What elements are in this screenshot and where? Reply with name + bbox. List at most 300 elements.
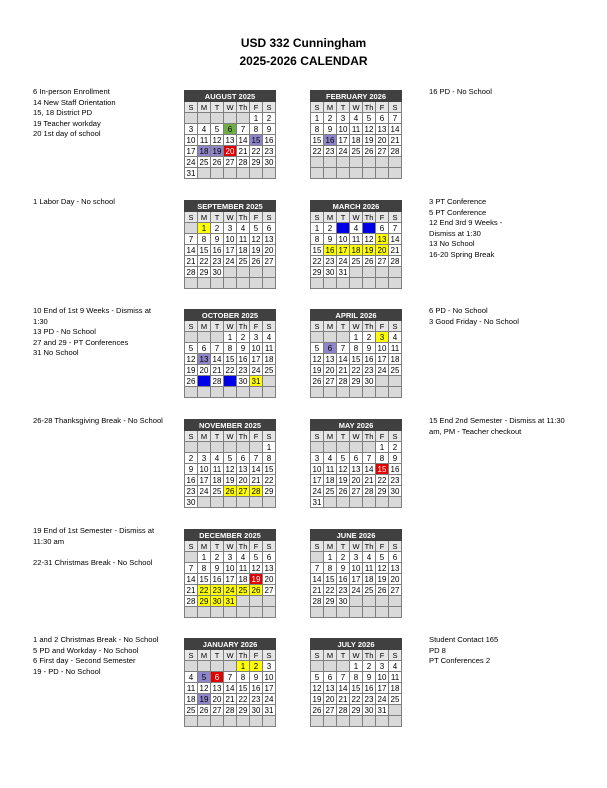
day-cell: 26 (363, 256, 376, 267)
day-cell: 11 (237, 234, 250, 245)
weekday-label: F (250, 321, 263, 332)
day-cell: 18 (324, 475, 337, 486)
weekday-label: S (389, 102, 402, 113)
empty-day-cell (198, 716, 211, 727)
weekday-label: W (224, 650, 237, 661)
day-cell: 2 (363, 332, 376, 343)
weekday-label: T (337, 321, 350, 332)
empty-day-cell (376, 278, 389, 289)
empty-day-cell (350, 387, 363, 398)
note-november: 26-28 Thanksgiving Break - No School (33, 416, 163, 425)
day-cell: 17 (337, 245, 350, 256)
day-cell: 19 (363, 135, 376, 146)
empty-day-cell (311, 661, 324, 672)
day-cell: 7 (237, 124, 250, 135)
day-cell: 27 (324, 705, 337, 716)
day-cell: 7 (185, 563, 198, 574)
day-cell: 26 (211, 157, 224, 168)
empty-day-cell (237, 497, 250, 508)
day-cell: 12 (224, 464, 237, 475)
month-title: JULY 2026 (311, 639, 402, 650)
day-cell: 23 (211, 256, 224, 267)
empty-day-cell (263, 497, 276, 508)
day-cell: 28 (237, 157, 250, 168)
weekday-label: M (324, 541, 337, 552)
day-cell: 20 (376, 245, 389, 256)
note-totals: Student Contact 165 PD 8 PT Conferences 2 (429, 635, 499, 666)
day-cell: 23 (324, 146, 337, 157)
empty-day-cell (263, 168, 276, 179)
empty-day-cell (363, 157, 376, 168)
weekday-label: Th (363, 321, 376, 332)
empty-day-cell (198, 113, 211, 124)
empty-day-cell (224, 168, 237, 179)
weekday-label: Th (237, 321, 250, 332)
day-cell: 25 (198, 157, 211, 168)
day-cell: 13 (350, 464, 363, 475)
day-cell: 11 (350, 234, 363, 245)
calendar-march-2026 (310, 200, 402, 289)
day-cell: 27 (237, 486, 250, 497)
empty-day-cell (237, 607, 250, 618)
day-cell: 31 (185, 168, 198, 179)
day-cell: 31 (376, 705, 389, 716)
weekday-label: S (263, 431, 276, 442)
day-cell: 26 (198, 705, 211, 716)
calendar-february-2026 (310, 90, 402, 179)
day-cell: 30 (237, 376, 250, 387)
day-cell: 4 (389, 661, 402, 672)
day-cell: 25 (363, 585, 376, 596)
day-cell: 20 (350, 475, 363, 486)
day-cell: 10 (224, 234, 237, 245)
empty-day-cell (224, 661, 237, 672)
day-cell: 18 (389, 354, 402, 365)
empty-day-cell (250, 442, 263, 453)
day-cell: 30 (389, 486, 402, 497)
empty-day-cell (350, 716, 363, 727)
day-cell: 21 (363, 475, 376, 486)
weekday-label: Th (237, 650, 250, 661)
day-cell: 6 (237, 453, 250, 464)
empty-day-cell (198, 442, 211, 453)
empty-day-cell (224, 387, 237, 398)
empty-day-cell (337, 716, 350, 727)
day-cell: 3 (337, 113, 350, 124)
day-cell: 5 (250, 552, 263, 563)
day-cell: 2 (389, 442, 402, 453)
day-cell: 28 (337, 705, 350, 716)
weekday-label: T (211, 431, 224, 442)
day-cell: 18 (389, 683, 402, 694)
day-cell: 8 (311, 234, 324, 245)
day-cell: 5 (250, 223, 263, 234)
empty-day-cell (198, 661, 211, 672)
day-cell: 16 (363, 683, 376, 694)
day-cell: 13 (263, 234, 276, 245)
day-cell: 29 (311, 267, 324, 278)
day-cell: 12 (311, 354, 324, 365)
day-cell: 2 (337, 552, 350, 563)
empty-day-cell (350, 157, 363, 168)
day-cell: 22 (250, 146, 263, 157)
day-cell: 2 (211, 552, 224, 563)
day-cell: 3 (350, 552, 363, 563)
day-cell: 6 (211, 672, 224, 683)
calendar-september-2025 (184, 200, 276, 289)
empty-day-cell (363, 716, 376, 727)
weekday-label: W (224, 541, 237, 552)
day-cell: 28 (185, 267, 198, 278)
day-cell: 25 (324, 486, 337, 497)
day-cell: 6 (389, 552, 402, 563)
day-cell: 5 (185, 343, 198, 354)
day-cell: 19 (363, 245, 376, 256)
empty-day-cell (185, 113, 198, 124)
day-cell: 21 (389, 245, 402, 256)
day-cell: 2 (363, 661, 376, 672)
day-cell: 21 (211, 365, 224, 376)
weekday-label: W (350, 212, 363, 223)
day-cell: 1 (376, 442, 389, 453)
day-cell: 31 (263, 705, 276, 716)
day-cell: 30 (263, 157, 276, 168)
day-cell: 23 (263, 146, 276, 157)
day-cell: 13 (224, 135, 237, 146)
empty-day-cell (376, 267, 389, 278)
day-cell: 21 (237, 146, 250, 157)
empty-day-cell (376, 168, 389, 179)
day-cell: 4 (363, 552, 376, 563)
day-cell: 3 (224, 223, 237, 234)
day-cell: 7 (363, 453, 376, 464)
empty-day-cell (350, 596, 363, 607)
day-cell: 23 (363, 694, 376, 705)
weekday-label: T (211, 212, 224, 223)
weekday-label: Th (237, 431, 250, 442)
empty-day-cell (389, 596, 402, 607)
day-cell: 6 (350, 453, 363, 464)
weekday-label: S (389, 650, 402, 661)
day-cell: 9 (185, 464, 198, 475)
day-cell: 4 (389, 332, 402, 343)
day-cell: 21 (311, 585, 324, 596)
day-cell: 16 (237, 354, 250, 365)
empty-day-cell (337, 497, 350, 508)
calendar-may-2026 (310, 419, 402, 508)
day-cell: 10 (350, 563, 363, 574)
calendar-october-2025 (184, 309, 276, 398)
weekday-label: Th (237, 541, 250, 552)
empty-day-cell (324, 442, 337, 453)
empty-day-cell (376, 596, 389, 607)
empty-day-cell (211, 387, 224, 398)
empty-day-cell (250, 278, 263, 289)
empty-day-cell (363, 168, 376, 179)
day-cell: 17 (250, 354, 263, 365)
note-december: 19 End of 1st Semester - Dismiss at 11:30 am 22-31 Christmas Break - No School (33, 526, 155, 567)
weekday-label: W (350, 102, 363, 113)
day-cell: 14 (237, 135, 250, 146)
day-cell: 12 (337, 464, 350, 475)
day-cell: 28 (185, 596, 198, 607)
day-cell: 12 (363, 124, 376, 135)
empty-day-cell (350, 168, 363, 179)
day-cell: 25 (389, 365, 402, 376)
empty-day-cell (337, 157, 350, 168)
day-cell: 16 (263, 135, 276, 146)
day-cell: 8 (198, 234, 211, 245)
empty-day-cell (324, 716, 337, 727)
empty-day-cell (389, 278, 402, 289)
day-cell: 25 (211, 486, 224, 497)
day-cell: 5 (363, 223, 376, 234)
day-cell: 18 (237, 245, 250, 256)
weekday-label: T (211, 321, 224, 332)
day-cell: 3 (198, 453, 211, 464)
note-august: 6 In-person Enrollment 14 New Staff Orientation 15, 18 District PD 19 Teacher workday 20 1st day of school (33, 87, 116, 139)
day-cell: 28 (311, 596, 324, 607)
day-cell: 6 (376, 223, 389, 234)
weekday-label: M (198, 431, 211, 442)
weekday-label: S (263, 212, 276, 223)
day-cell: 24 (224, 256, 237, 267)
day-cell: 11 (389, 672, 402, 683)
day-cell: 12 (376, 563, 389, 574)
empty-day-cell (311, 387, 324, 398)
day-cell: 14 (389, 124, 402, 135)
day-cell: 1 (350, 661, 363, 672)
day-cell: 13 (376, 124, 389, 135)
day-cell: 23 (389, 475, 402, 486)
day-cell: 24 (337, 256, 350, 267)
weekday-label: F (250, 212, 263, 223)
weekday-label: Th (237, 212, 250, 223)
empty-day-cell (363, 596, 376, 607)
day-cell: 8 (324, 563, 337, 574)
empty-day-cell (311, 442, 324, 453)
month-title: DECEMBER 2025 (185, 530, 276, 541)
weekday-label: M (324, 212, 337, 223)
empty-day-cell (263, 607, 276, 618)
day-cell: 28 (224, 705, 237, 716)
day-cell: 21 (337, 694, 350, 705)
day-cell: 24 (350, 585, 363, 596)
day-cell: 3 (224, 552, 237, 563)
weekday-label: S (263, 650, 276, 661)
day-cell: 1 (198, 223, 211, 234)
day-cell: 15 (237, 683, 250, 694)
day-cell: 17 (376, 683, 389, 694)
day-cell: 5 (311, 343, 324, 354)
day-cell: 17 (350, 574, 363, 585)
day-cell: 20 (224, 146, 237, 157)
weekday-label: W (224, 102, 237, 113)
weekday-label: M (198, 212, 211, 223)
day-cell: 29 (324, 596, 337, 607)
empty-day-cell (211, 113, 224, 124)
note-january: 1 and 2 Christmas Break - No School 5 PD and Workday - No School 6 First day - Second Semester 19 - PD - No School (33, 635, 159, 676)
day-cell: 26 (337, 486, 350, 497)
day-cell: 16 (250, 683, 263, 694)
weekday-label: M (324, 321, 337, 332)
empty-day-cell (337, 332, 350, 343)
empty-day-cell (198, 607, 211, 618)
calendar-july-2026 (310, 638, 402, 727)
day-cell: 29 (224, 376, 237, 387)
day-cell: 22 (311, 256, 324, 267)
day-cell: 11 (389, 343, 402, 354)
day-cell: 8 (376, 453, 389, 464)
weekday-label: T (337, 431, 350, 442)
day-cell: 5 (337, 453, 350, 464)
day-cell: 27 (376, 146, 389, 157)
day-cell: 17 (376, 354, 389, 365)
weekday-label: S (389, 431, 402, 442)
day-cell: 4 (350, 113, 363, 124)
note-october: 10 End of 1st 9 Weeks - Dismiss at 1:30 13 PD - No School 27 and 29 - PT Conferences 31 No School (33, 306, 152, 358)
day-cell: 10 (311, 464, 324, 475)
empty-day-cell (237, 267, 250, 278)
weekday-label: F (250, 431, 263, 442)
empty-day-cell (211, 497, 224, 508)
weekday-label: F (376, 650, 389, 661)
empty-day-cell (185, 552, 198, 563)
day-cell: 15 (350, 354, 363, 365)
note-september: 1 Labor Day - No school (33, 197, 115, 206)
day-cell: 27 (263, 256, 276, 267)
day-cell: 31 (224, 596, 237, 607)
day-cell: 27 (324, 376, 337, 387)
empty-day-cell (185, 332, 198, 343)
weekday-label: S (185, 321, 198, 332)
empty-day-cell (211, 278, 224, 289)
weekday-label: M (198, 102, 211, 113)
day-cell: 30 (185, 497, 198, 508)
day-cell: 22 (237, 694, 250, 705)
day-cell: 6 (324, 343, 337, 354)
empty-day-cell (237, 596, 250, 607)
empty-day-cell (324, 278, 337, 289)
day-cell: 15 (311, 245, 324, 256)
empty-day-cell (337, 168, 350, 179)
weekday-label: S (185, 431, 198, 442)
day-cell: 23 (185, 486, 198, 497)
day-cell: 20 (263, 245, 276, 256)
weekday-label: F (376, 431, 389, 442)
day-cell: 3 (376, 332, 389, 343)
day-cell: 4 (324, 453, 337, 464)
weekday-label: S (389, 541, 402, 552)
day-cell: 5 (363, 113, 376, 124)
day-cell: 25 (389, 694, 402, 705)
note-february: 16 PD - No School (429, 87, 492, 96)
weekday-label: Th (363, 650, 376, 661)
day-cell: 26 (311, 705, 324, 716)
day-cell: 20 (211, 694, 224, 705)
empty-day-cell (324, 168, 337, 179)
empty-day-cell (263, 376, 276, 387)
day-cell: 14 (250, 464, 263, 475)
day-cell: 1 (198, 552, 211, 563)
day-cell: 14 (185, 245, 198, 256)
weekday-label: S (389, 321, 402, 332)
day-cell: 11 (363, 563, 376, 574)
month-title: JANUARY 2026 (185, 639, 276, 650)
empty-day-cell (237, 168, 250, 179)
empty-day-cell (389, 705, 402, 716)
day-cell: 1 (324, 552, 337, 563)
empty-day-cell (211, 607, 224, 618)
empty-day-cell (250, 387, 263, 398)
day-cell: 13 (324, 354, 337, 365)
day-cell: 16 (211, 245, 224, 256)
day-cell: 7 (250, 453, 263, 464)
day-cell: 11 (263, 343, 276, 354)
day-cell: 17 (311, 475, 324, 486)
weekday-label: M (324, 431, 337, 442)
day-cell: 29 (263, 486, 276, 497)
day-cell: 10 (224, 563, 237, 574)
day-cell: 8 (311, 124, 324, 135)
weekday-label: W (224, 321, 237, 332)
day-cell: 29 (237, 705, 250, 716)
weekday-label: M (198, 650, 211, 661)
day-cell: 29 (376, 486, 389, 497)
day-cell: 10 (376, 343, 389, 354)
day-cell: 16 (389, 464, 402, 475)
empty-day-cell (224, 497, 237, 508)
day-cell: 4 (237, 223, 250, 234)
day-cell: 2 (185, 453, 198, 464)
day-cell: 14 (389, 234, 402, 245)
empty-day-cell (337, 442, 350, 453)
day-cell: 28 (211, 376, 224, 387)
day-cell: 18 (350, 245, 363, 256)
empty-day-cell (237, 113, 250, 124)
day-cell: 19 (185, 365, 198, 376)
day-cell: 24 (250, 365, 263, 376)
day-cell: 26 (250, 585, 263, 596)
day-cell: 29 (198, 596, 211, 607)
day-cell: 1 (224, 332, 237, 343)
day-cell: 7 (211, 343, 224, 354)
empty-day-cell (263, 387, 276, 398)
day-cell: 9 (363, 343, 376, 354)
day-cell: 25 (185, 705, 198, 716)
day-cell: 4 (350, 223, 363, 234)
day-cell: 4 (211, 453, 224, 464)
month-title: AUGUST 2025 (185, 91, 276, 102)
day-cell: 22 (350, 365, 363, 376)
day-cell: 14 (363, 464, 376, 475)
weekday-label: W (224, 431, 237, 442)
day-cell: 22 (350, 694, 363, 705)
day-cell: 9 (363, 672, 376, 683)
empty-day-cell (250, 607, 263, 618)
day-cell: 20 (237, 475, 250, 486)
day-cell: 14 (337, 354, 350, 365)
empty-day-cell (224, 278, 237, 289)
empty-day-cell (211, 442, 224, 453)
empty-day-cell (311, 278, 324, 289)
weekday-label: M (198, 321, 211, 332)
empty-day-cell (211, 716, 224, 727)
day-cell: 22 (198, 585, 211, 596)
weekday-label: S (311, 431, 324, 442)
day-cell: 5 (211, 124, 224, 135)
day-cell: 10 (376, 672, 389, 683)
